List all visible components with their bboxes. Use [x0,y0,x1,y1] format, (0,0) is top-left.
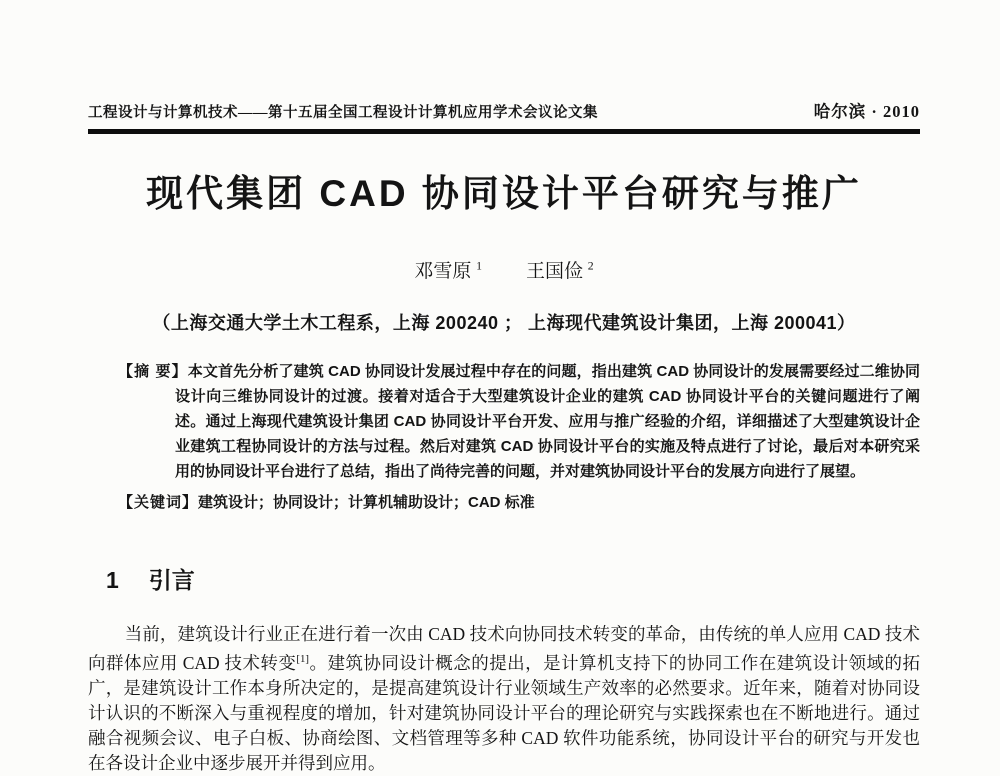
running-header [88,98,920,122]
venue-year: 哈尔滨 · 2010 [813,102,920,121]
author-1-name: 邓雪原 [414,261,472,283]
authors-line [88,256,920,283]
proceedings-title: 工程设计与计算机技术——第十五届全国工程设计计算机应用学术会议论文集 [88,105,598,121]
author-1 [414,261,482,282]
author-2-name: 王国俭 [526,261,584,283]
affiliation-line: （上海交通大学土木工程系，上海 200240 ； 上海现代建筑设计集团，上海 200041） [152,313,856,334]
paper-title: 现代集团 CAD 协同设计平台研究与推广 [146,173,862,214]
keywords-line [88,490,920,515]
abstract-block [88,359,920,484]
author-1-affiliation-marker: 1 [476,260,482,274]
abstract-label: 【摘 要】 [118,363,188,381]
citation-1-marker: [1] [296,652,310,665]
keywords-text: 建筑设计；协同设计；计算机辅助设计；CAD 标准 [198,494,535,512]
abstract-text: 本文首先分析了建筑 CAD 协同设计发展过程中存在的问题，指出建筑 CAD 协同设计的发展需要经过二维协同设计向三维协同设计的过渡。接着对适合于大型建筑设计企业的建筑 CAD 协同设计平台的关键问题进行了阐述。通过上海现代建筑设计集团 CAD 协同设计平台开发、应用与推广经验的介绍，详细描述了大型建筑设计企业建筑工程协同设计的方法与过程。然后对建筑 CAD 协同设计平台的实施及特点进行了讨论，最后对本研究采用的协同设计平台进行了总结，指出了尚待完善的问题，并对建筑协同设计平台的发展方向进行了展望。 [175,363,921,481]
header-rule [88,129,920,134]
intro-text-part1: 当前，建筑设计行业正在进行着一次由 CAD 技术向协同技术转变的革命，由传统的单人应用 CAD 技术向群体应用 CAD 技术转变 [88,623,920,673]
keywords-label: 【关键词】 [118,494,199,512]
section-title: 引言 [148,567,195,594]
clipped-partial-line: 协同设计平台的研究与开发也在各设计企业中逐步展开并得到应用。 [88,727,921,773]
intro-paragraph [88,622,920,776]
section-heading [106,567,920,593]
section-number: 1 [106,567,119,594]
intro-text-part2: 。建筑协同设计概念的提出，是计算机支持下的协同工作在建筑设计领域的拓广，是建筑设计工作本身所决定的，是提高建筑设计行业领域生产效率的必然要求。近年来，随着对协同设计认识的不断深入与重视程度的增加，针对建筑协同设计平台的理论研究与实践探索也在不断地进行。通过融合视频会议、电子白板、协商绘图、文档管理等多种 CAD 软件功能系统， [88,652,921,748]
author-2-affiliation-marker: 2 [587,260,594,274]
author-2 [526,261,594,282]
